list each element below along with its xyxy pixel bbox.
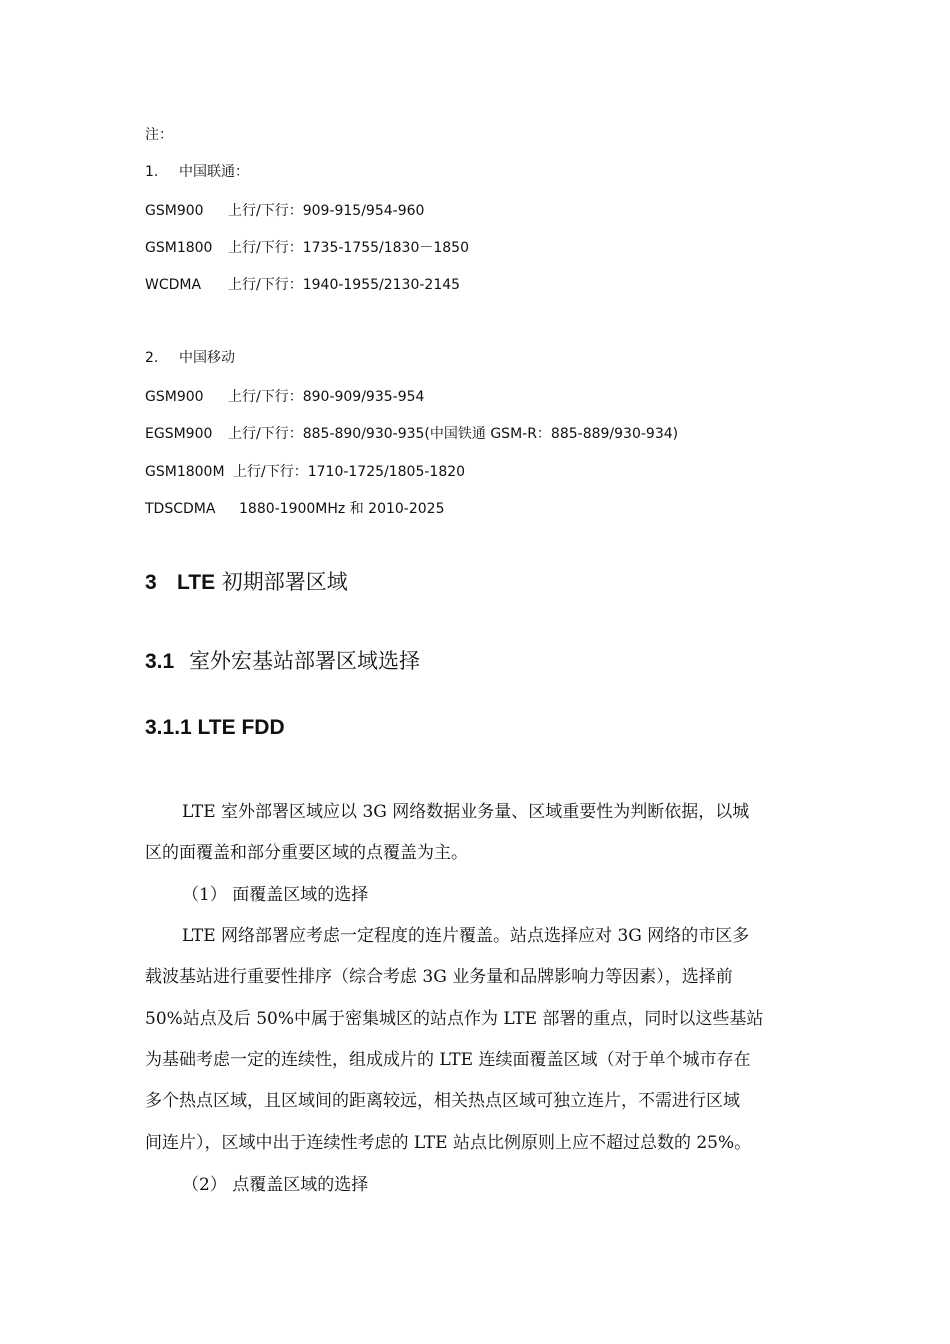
- paragraph-line: LTE 室外部署区域应以 3G 网络数据业务量、区域重要性为判断依据，以城: [182, 802, 750, 822]
- band-name: GSM900: [145, 389, 204, 405]
- paragraph-line: 多个热点区域，且区域间的距离较远，相关热点区域可独立连片，不需进行区域: [145, 1091, 740, 1111]
- band-frequency: 上行/下行：1940-1955/2130-2145: [228, 277, 461, 293]
- paragraph-line: 为基础考虑一定的连续性，组成成片的 LTE 连续面覆盖区域（对于单个城市存在: [145, 1050, 751, 1070]
- mobile-row: [145, 498, 444, 518]
- paragraph-line: 间连片），区域中出于连续性考虑的 LTE 站点比例原则上应不超过总数的 25%。: [145, 1133, 752, 1153]
- section-title: 室外宏基站部署区域选择: [189, 649, 420, 673]
- band-frequency: 上行/下行：1735-1755/1830－1850: [228, 240, 470, 256]
- band-name: GSM1800M: [145, 464, 225, 480]
- paragraph-line: 载波基站进行重要性排序（综合考虑 3G 业务量和品牌影响力等因素），选择前: [145, 967, 733, 987]
- mobile-heading: [145, 347, 235, 367]
- section-3-1-1-heading: 3.1.1 LTE FDD: [145, 716, 285, 739]
- list-item-1: （1） 面覆盖区域的选择: [182, 885, 369, 905]
- mobile-row: [145, 423, 678, 443]
- unicom-heading: [145, 161, 249, 181]
- section-number: 3.1: [145, 650, 175, 673]
- section-3-heading: [145, 566, 348, 596]
- mobile-heading-number: 2.: [145, 350, 159, 366]
- band-name: WCDMA: [145, 277, 202, 293]
- band-frequency: 上行/下行：885-890/930-935(中国铁通 GSM-R：885-889/930-934): [228, 426, 679, 442]
- note-label: 注：: [145, 127, 173, 143]
- mobile-heading-text: 中国移动: [179, 350, 235, 366]
- mobile-row: [145, 461, 465, 481]
- paragraph-line: LTE 网络部署应考虑一定程度的连片覆盖。站点选择应对 3G 网络的市区多: [182, 926, 750, 946]
- band-name: EGSM900: [145, 426, 213, 442]
- paragraph-line: 区的面覆盖和部分重要区域的点覆盖为主。: [145, 843, 468, 863]
- unicom-row: [145, 237, 469, 257]
- unicom-heading-text: 中国联通：: [179, 164, 249, 180]
- band-frequency: 上行/下行：909-915/954-960: [228, 203, 425, 219]
- unicom-row: [145, 274, 460, 294]
- band-frequency: 上行/下行：890-909/935-954: [228, 389, 425, 405]
- band-name: TDSCDMA: [145, 501, 216, 517]
- band-name: GSM900: [145, 203, 204, 219]
- band-frequency: 1880-1900MHz 和 2010-2025: [239, 501, 445, 517]
- paragraph-line: 50%站点及后 50%中属于密集城区的站点作为 LTE 部署的重点，同时以这些基站: [145, 1009, 764, 1029]
- section-title: 初期部署区域: [221, 570, 348, 594]
- unicom-heading-number: 1.: [145, 164, 159, 180]
- section-title-bold: LTE: [177, 571, 216, 594]
- band-name: GSM1800: [145, 240, 213, 256]
- band-frequency: 上行/下行：1710-1725/1805-1820: [233, 464, 466, 480]
- section-3-1-heading: [145, 645, 420, 675]
- section-number: 3: [145, 571, 157, 594]
- list-item-2: （2） 点覆盖区域的选择: [182, 1175, 369, 1195]
- unicom-row: [145, 200, 424, 220]
- mobile-row: [145, 386, 424, 406]
